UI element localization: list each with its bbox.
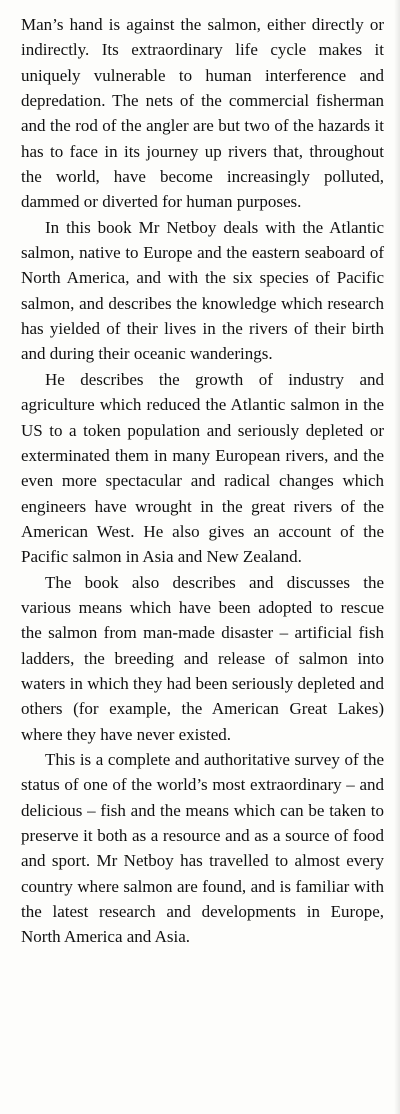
paragraph-intro: Man’s hand is against the salmon, either directly or indirectly. Its extraordinary life cycle makes it uniquely vulnerable to human interference and depredation. The nets of the commercial fisherman and the rod of the angler are but two of the hazards it has to face in its journey up rivers that, throughout the world, have become increasingly polluted, dammed or diverted for human purposes. [21, 15, 384, 212]
paragraph-survey: This is a complete and authoritative survey of the status of one of the world’s most extraordinary – and delicious – fish and the means which can be taken to preserve it both as a resource and as a source of food and sport. Mr Netboy has travelled to almost every country where salmon are found, and is familiar with the latest research and developments in Europe, North America and Asia. [21, 749, 384, 947]
paragraph-rescue: The book also describes and discusses the various means which have been adopted to rescue the salmon from man-made disaster – artificial fish ladders, the breeding and release of salmon into waters in which they had been seriously depleted and others (for example, the American Great Lakes) where they have never existed. [21, 572, 384, 744]
paragraph-species: In this book Mr Netboy deals with the Atlantic salmon, native to Europe and the eastern seaboard of North America, and with the six species of Pacific salmon, and describes the knowledge which research has yielded of their lives in the rivers of their birth and during their oceanic wanderings. [21, 217, 384, 364]
paragraph-industry: He describes the growth of industry and agriculture which reduced the Atlantic salmon in the US to a token population and seriously depleted or exterminated them in many European rivers, and the even more spectacular and radical changes which engineers have wrought in the great rivers of the American West. He also gives an account of the Pacific salmon in Asia and New Zealand. [21, 369, 384, 567]
page-edge-shadow [394, 0, 400, 1114]
